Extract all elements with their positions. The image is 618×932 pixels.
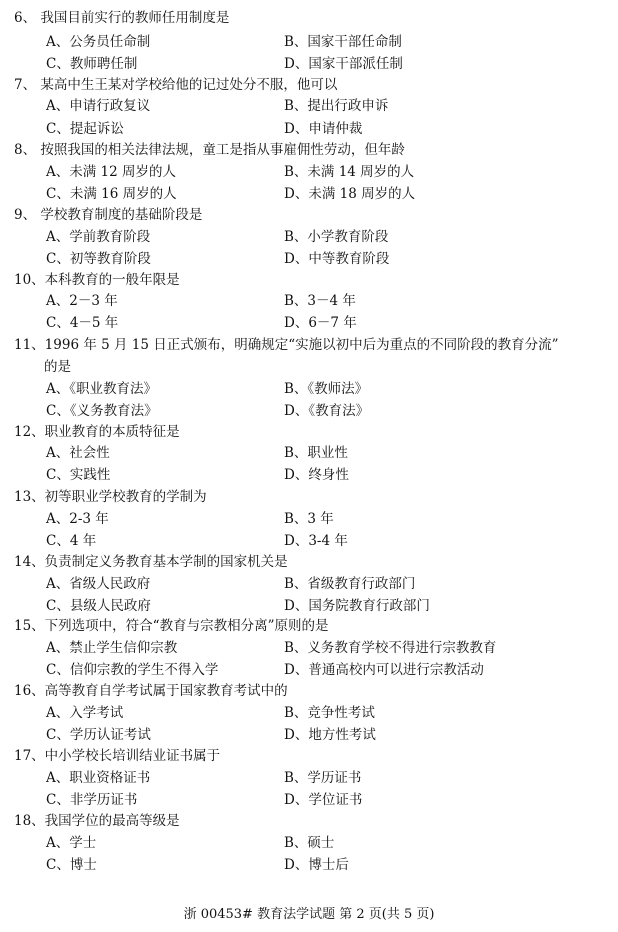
option-d: D、《教育法》 [284,403,370,419]
option-d: D、3-4 年 [284,533,348,549]
option-a: A、学士 [46,835,97,851]
option-b: B、职业性 [284,445,348,461]
option-c: C、教师聘任制 [46,56,138,72]
option-d: D、学位证书 [284,792,363,808]
option-d: D、中等教育阶段 [284,251,390,267]
option-c: C、未满 16 周岁的人 [46,186,177,202]
option-b: B、硕士 [284,835,335,851]
option-b: B、竞争性考试 [284,705,375,721]
option-a: A、省级人民政府 [46,576,151,592]
option-b: B、3 年 [284,511,334,527]
option-d: D、申请仲裁 [284,121,363,137]
question-stem: 8、 按照我国的相关法律法规，童工是指从事雇佣性劳动，但年龄 [14,142,405,158]
option-a: A、职业资格证书 [46,770,151,786]
option-b: B、小学教育阶段 [284,229,389,245]
question-stem: 10、本科教育的一般年限是 [14,272,180,288]
option-b: B、提出行政申诉 [284,98,389,114]
option-d: D、6－7 年 [284,315,357,331]
option-a: A、2-3 年 [46,511,109,527]
option-c: C、博士 [46,857,97,873]
option-d: D、未满 18 周岁的人 [284,186,416,202]
option-c: C、4－5 年 [46,315,119,331]
option-b: B、学历证书 [284,770,362,786]
question-stem: 9、 学校教育制度的基础阶段是 [14,207,203,223]
option-d: D、国家干部派任制 [284,56,403,72]
option-b: B、义务教育学校不得进行宗教教育 [284,640,497,656]
option-d: D、博士后 [284,857,349,873]
option-c: C、信仰宗教的学生不得入学 [46,662,219,678]
option-b: B、国家干部任命制 [284,34,402,50]
option-b: B、3－4 年 [284,293,356,309]
question-stem-continued: 的是 [44,359,71,375]
option-a: A、《职业教育法》 [46,381,157,397]
option-c: C、实践性 [46,467,111,483]
option-b: B、未满 14 周岁的人 [284,164,415,180]
option-d: D、终身性 [284,467,349,483]
option-c: C、学历认证考试 [46,727,151,743]
question-stem: 6、 我国目前实行的教师任用制度是 [14,10,230,26]
option-a: A、入学考试 [46,705,124,721]
question-stem: 12、职业教育的本质特征是 [14,424,180,440]
page-footer: 浙 00453# 教育法学试题 第 2 页(共 5 页) [183,907,435,922]
option-a: A、申请行政复议 [46,98,151,114]
question-stem: 16、高等教育自学考试属于国家教育考试中的 [14,683,288,699]
option-c: C、提起诉讼 [46,121,124,137]
option-d: D、地方性考试 [284,727,376,743]
option-a: A、学前教育阶段 [46,229,151,245]
option-a: A、公务员任命制 [46,34,151,50]
question-stem: 15、下列选项中，符合“教育与宗教相分离”原则的是 [14,618,329,634]
question-stem: 17、中小学校长培训结业证书属于 [14,748,221,764]
option-c: C、4 年 [46,533,97,549]
question-stem: 13、初等职业学校教育的学制为 [14,489,207,505]
option-d: D、普通高校内可以进行宗教活动 [284,662,484,678]
option-c: C、县级人民政府 [46,598,151,614]
question-stem: 7、 某高中生王某对学校给他的记过处分不服，他可以 [14,77,338,93]
option-c: C、《义务教育法》 [46,403,158,419]
option-a: A、2－3 年 [46,293,118,309]
option-c: C、初等教育阶段 [46,251,151,267]
question-stem: 18、我国学位的最高等级是 [14,813,180,829]
option-b: B、《教师法》 [284,381,369,397]
option-a: A、社会性 [46,445,110,461]
option-c: C、非学历证书 [46,792,138,808]
option-d: D、国务院教育行政部门 [284,598,430,614]
option-b: B、省级教育行政部门 [284,576,416,592]
question-stem: 14、负责制定义务教育基本学制的国家机关是 [14,554,288,570]
option-a: A、禁止学生信仰宗教 [46,640,178,656]
option-a: A、未满 12 周岁的人 [46,164,177,180]
question-stem: 11、1996 年 5 月 15 日正式颁布，明确规定“实施以初中后为重点的不同阶段的教育分流” [14,337,559,353]
